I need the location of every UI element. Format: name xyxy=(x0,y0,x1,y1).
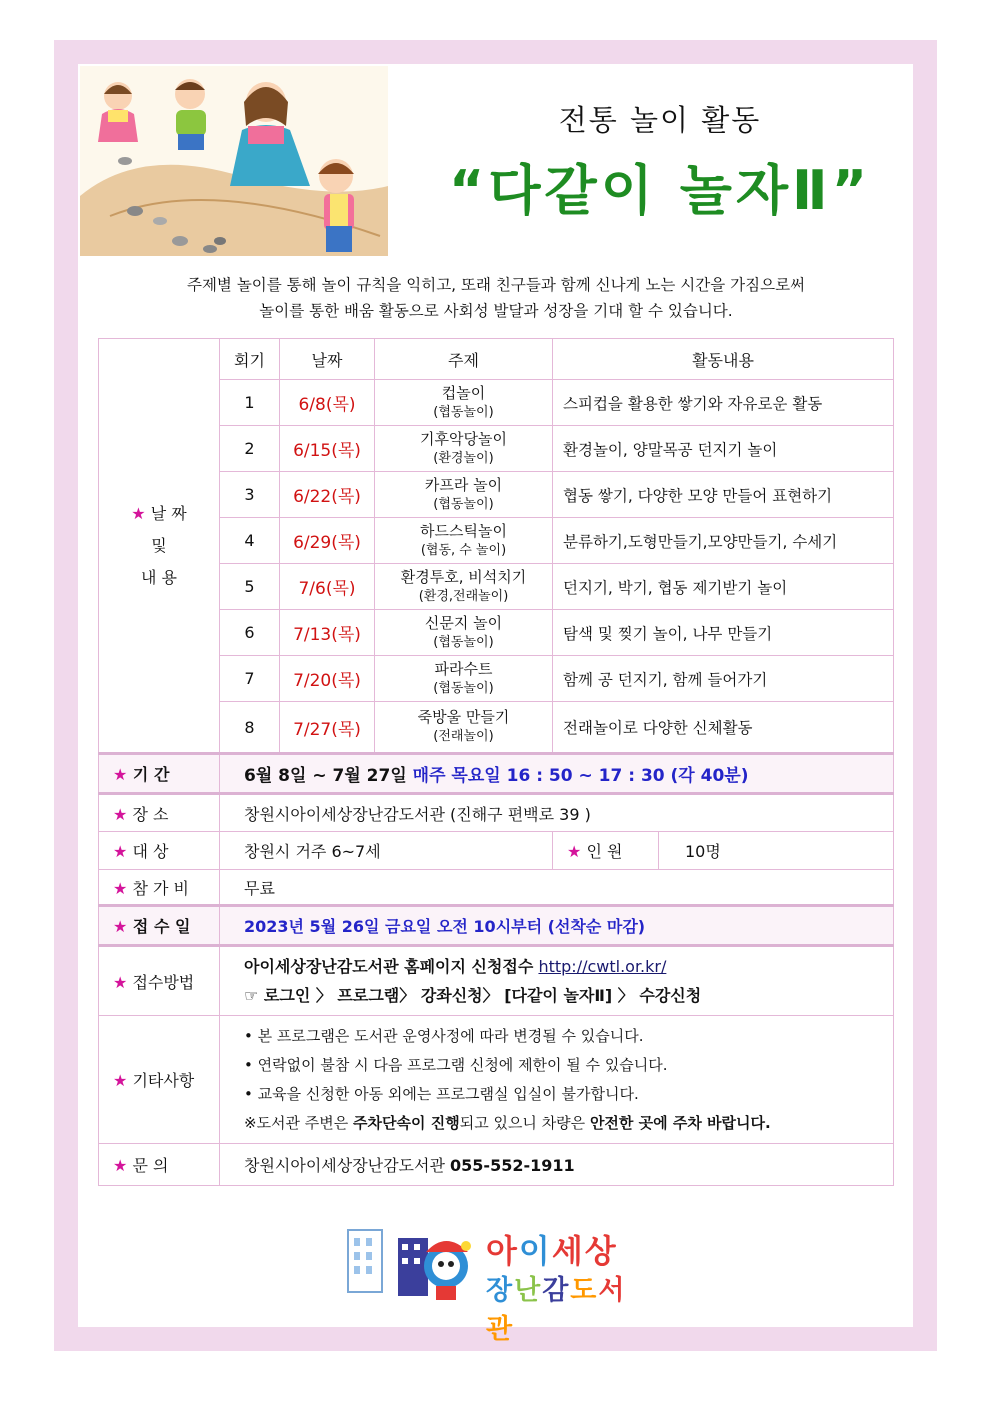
schedule-label xyxy=(99,339,220,754)
parking-note: ※도서관 주변은 주차단속이 진행되고 있으니 차량은 안전한 곳에 주차 바랍니다. xyxy=(244,1113,771,1132)
period-row xyxy=(99,754,894,794)
star-icon: ★ xyxy=(131,503,146,523)
target-label: ★ 대 상 xyxy=(99,832,220,870)
method-label: ★ 접수방법 xyxy=(99,946,220,1016)
note-item: • 연락없이 불참 시 다음 프로그램 신청에 제한이 될 수 있습니다. xyxy=(244,1055,668,1074)
session-number: 2 xyxy=(220,426,280,472)
header-activity: 활동내용 xyxy=(553,339,894,380)
session-number: 6 xyxy=(220,610,280,656)
star-icon: ★ xyxy=(113,804,128,824)
star-icon: ★ xyxy=(113,1071,128,1090)
star-icon: ★ xyxy=(567,842,582,861)
session-topic: 기후악당놀이 (환경놀이) xyxy=(375,426,553,472)
reception-value: 2023년 5월 26일 금요일 오전 10시부터 (선착순 마감) xyxy=(220,906,894,946)
note-item: • 본 프로그램은 도서관 운영사정에 따라 변경될 수 있습니다. xyxy=(244,1026,644,1045)
schedule-label-line-1: ★ 날 짜 xyxy=(131,503,187,523)
session-activity: 협동 쌓기, 다양한 모양 만들어 표현하기 xyxy=(553,472,894,518)
header-topic: 주제 xyxy=(375,339,553,380)
session-number: 3 xyxy=(220,472,280,518)
intro-line-1: 주제별 놀이를 통해 놀이 규칙을 익히고, 또래 친구들과 함께 신나게 노는 시간을 가짐으로써 xyxy=(186,276,806,294)
intro-text xyxy=(100,272,892,324)
session-date: 7/20(목) xyxy=(280,656,375,702)
session-activity: 환경놀이, 양말목공 던지기 놀이 xyxy=(553,426,894,472)
contact-phone: 055-552-1911 xyxy=(450,1156,575,1175)
star-icon: ★ xyxy=(113,765,128,784)
session-date: 7/6(목) xyxy=(280,564,375,610)
session-activity: 던지기, 박기, 협동 제기받기 놀이 xyxy=(553,564,894,610)
contact-label: ★ 문 의 xyxy=(99,1144,220,1186)
session-topic: 죽방울 만들기 (전래놀이) xyxy=(375,702,553,754)
place-row xyxy=(99,794,894,832)
target-value: 창원시 거주 6~7세 xyxy=(220,832,553,870)
place-label: ★ 장 소 xyxy=(99,794,220,832)
program-subtitle: 전통 놀이 활동 xyxy=(558,103,762,137)
session-topic: 파라수트 (협동놀이) xyxy=(375,656,553,702)
session-activity: 탐색 및 찢기 놀이, 나무 만들기 xyxy=(553,610,894,656)
schedule-header-row xyxy=(99,339,894,380)
contact-row xyxy=(99,1144,894,1186)
notes-label: ★ 기타사항 xyxy=(99,1016,220,1144)
method-row xyxy=(99,946,894,1016)
contact-value: 창원시아이세상장난감도서관 055-552-1911 xyxy=(220,1144,894,1186)
homepage-link[interactable]: http://cwtl.or.kr/ xyxy=(538,957,667,976)
library-logo xyxy=(346,1222,646,1345)
count-value: 10명 xyxy=(659,832,894,870)
reception-row xyxy=(99,906,894,946)
header-date: 날짜 xyxy=(280,339,375,380)
session-number: 8 xyxy=(220,702,280,754)
star-icon: ★ xyxy=(113,1156,128,1175)
logo-text-line-1: 아이세상 xyxy=(486,1232,618,1270)
schedule-label-line-3: 내 용 xyxy=(141,567,177,587)
notes-value xyxy=(220,1016,894,1144)
program-title: “다같이 놀자Ⅱ” xyxy=(448,159,872,222)
session-date: 7/13(목) xyxy=(280,610,375,656)
session-topic: 컵놀이 (협동놀이) xyxy=(375,380,553,426)
schedule-label-line-2: 및 xyxy=(151,535,167,555)
session-date: 6/29(목) xyxy=(280,518,375,564)
session-topic: 신문지 놀이 (협동놀이) xyxy=(375,610,553,656)
library-building-icon xyxy=(346,1222,481,1308)
target-row xyxy=(99,832,894,870)
notes-row xyxy=(99,1016,894,1144)
star-icon: ★ xyxy=(113,917,128,936)
session-date: 7/27(목) xyxy=(280,702,375,754)
fee-row xyxy=(99,870,894,906)
session-activity: 분류하기,도형만들기,모양만들기, 수세기 xyxy=(553,518,894,564)
period-label: ★ 기 간 xyxy=(99,754,220,794)
period-value: 6월 8일 ~ 7월 27일 매주 목요일 16 : 50 ~ 17 : 30 (각 40분) xyxy=(220,754,894,794)
session-number: 5 xyxy=(220,564,280,610)
session-date: 6/15(목) xyxy=(280,426,375,472)
intro-line-2: 놀이를 통한 배움 활동으로 사회성 발달과 성장을 기대 할 수 있습니다. xyxy=(259,302,733,320)
children-playing-illustration xyxy=(80,66,388,256)
method-line-2: ☞ 로그인 〉 프로그램〉 강좌신청〉 [다같이 놀자Ⅱ] 〉 수강신청 xyxy=(244,986,702,1005)
fee-value: 무료 xyxy=(220,870,894,906)
session-activity: 스피컵을 활용한 쌓기와 자유로운 활동 xyxy=(553,380,894,426)
method-value xyxy=(220,946,894,1016)
session-number: 1 xyxy=(220,380,280,426)
session-number: 7 xyxy=(220,656,280,702)
note-item: • 교육을 신청한 아동 외에는 프로그램실 입실이 불가합니다. xyxy=(244,1084,639,1103)
session-topic: 하드스틱놀이 (협동, 수 놀이) xyxy=(375,518,553,564)
session-topic: 환경투호, 비석치기 (환경,전래놀이) xyxy=(375,564,553,610)
session-number: 4 xyxy=(220,518,280,564)
star-icon: ★ xyxy=(113,842,128,861)
session-date: 6/22(목) xyxy=(280,472,375,518)
place-value: 창원시아이세상장난감도서관 (진해구 편백로 39 ) xyxy=(220,794,894,832)
star-icon: ★ xyxy=(113,878,128,898)
count-label: ★ 인 원 xyxy=(553,832,659,870)
session-activity: 함께 공 던지기, 함께 들어가기 xyxy=(553,656,894,702)
header-session: 회기 xyxy=(220,339,280,380)
session-date: 6/8(목) xyxy=(280,380,375,426)
fee-label: ★ 참 가 비 xyxy=(99,870,220,906)
star-icon: ★ xyxy=(113,972,128,992)
reception-label: ★ 접 수 일 xyxy=(99,906,220,946)
session-activity: 전래놀이로 다양한 신체활동 xyxy=(553,702,894,754)
logo-text-line-2: 장난감도서관 xyxy=(486,1275,627,1345)
session-topic: 카프라 놀이 (협동놀이) xyxy=(375,472,553,518)
method-line-1: 아이세상장난감도서관 홈페이지 신청접수 http://cwtl.or.kr/ xyxy=(244,957,667,976)
program-info-table xyxy=(98,338,894,1186)
